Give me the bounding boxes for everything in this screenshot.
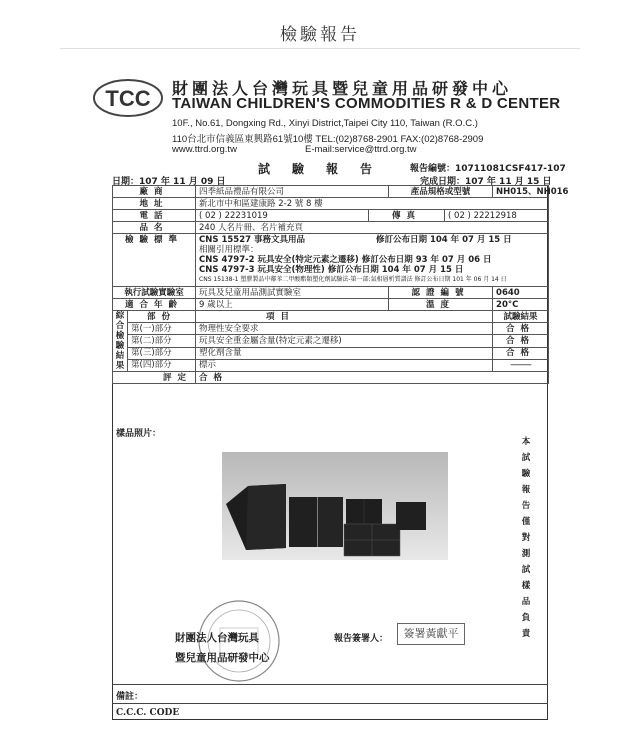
lab-value: 玩具及兒童用品測試實驗室 bbox=[196, 287, 389, 299]
table-row bbox=[113, 222, 549, 234]
standard-line: CNS 15138-1 塑膠製品中鄰苯二甲酸酯類塑化劑試驗法-第一部:氣相層析質譜法 修訂公布日期 101 年 06 月 14 日 bbox=[199, 276, 507, 283]
page-title: 檢驗報告 bbox=[280, 25, 360, 45]
footer-divider bbox=[112, 703, 548, 704]
result-cell: 合格 bbox=[493, 335, 549, 347]
org-address-en: 10F., No.61, Dongxing Rd., Xinyi District,Taipei City 110, Taiwan (R.O.C.) bbox=[172, 118, 478, 129]
part-cell: 第(二)部分 bbox=[128, 335, 196, 347]
item-cell: 標示 bbox=[196, 359, 493, 371]
org-name-zh: 財團法人台灣玩具暨兒童用品研發中心 bbox=[172, 81, 513, 98]
report-signer-label: 報告簽署人： bbox=[334, 634, 389, 644]
report-info-table bbox=[112, 185, 569, 384]
age-label: 適合年齡 bbox=[113, 299, 196, 311]
part-cell: 第(四)部分 bbox=[128, 359, 196, 371]
report-title: 試驗報告 bbox=[258, 162, 395, 176]
org-website-link[interactable]: www.ttrd.org.tw bbox=[172, 144, 237, 155]
disclaimer-vertical: 本試驗報告僅對測試樣品負責 bbox=[521, 437, 531, 639]
table-row bbox=[113, 198, 549, 210]
org-sign-line1: 財團法人台灣玩具 bbox=[175, 632, 259, 644]
cert-value: 0640 bbox=[493, 287, 549, 299]
table-row bbox=[113, 335, 549, 347]
logo-text: TCC bbox=[105, 86, 151, 111]
product-value: 240 人名片冊、名片補充頁 bbox=[196, 222, 549, 234]
table-row bbox=[113, 186, 549, 198]
phone-value: ( 02 ) 22231019 bbox=[196, 210, 369, 222]
table-row bbox=[113, 234, 549, 287]
part-cell: 第(一)部分 bbox=[128, 323, 196, 335]
item-cell: 物理性安全要求 bbox=[196, 323, 493, 335]
manufacturer-label: 廠商 bbox=[113, 186, 196, 198]
standard-line: CNS 4797-2 玩具安全(特定元素之遷移) 修訂公布日期 93 年 07 月 06 日 bbox=[199, 255, 492, 265]
signer-stamp: 簽署黃獻平 bbox=[397, 623, 465, 645]
table-row bbox=[113, 287, 549, 299]
part-cell: 第(三)部分 bbox=[128, 347, 196, 359]
address-label: 地址 bbox=[113, 198, 196, 210]
temp-label: 溫度 bbox=[389, 299, 493, 311]
org-address-contact: 110台北市信義區東興路61號10樓 TEL:(02)8768-2901 FAX:(02)8768-2909 bbox=[172, 134, 484, 145]
org-name-en: TAIWAN CHILDREN'S COMMODITIES R & D CENTER bbox=[172, 95, 561, 112]
table-row bbox=[113, 311, 549, 323]
spec-label: 產品規格或型號 bbox=[389, 186, 493, 198]
title-divider bbox=[60, 48, 580, 49]
table-row bbox=[113, 299, 549, 311]
org-sign-line2: 暨兒童用品研發中心 bbox=[175, 652, 270, 664]
temp-value: 20°C bbox=[493, 299, 549, 311]
ccc-code-label: C.C.C. CODE bbox=[116, 708, 180, 718]
result-header: 試驗結果 bbox=[493, 311, 549, 323]
verdict-value: 合格 bbox=[196, 372, 549, 384]
table-row bbox=[113, 359, 549, 371]
org-email-link[interactable]: E-mail:service@ttrd.org.tw bbox=[305, 144, 417, 155]
item-cell: 塑化劑含量 bbox=[196, 347, 493, 359]
age-value: 9 歲以上 bbox=[196, 299, 389, 311]
standard-label: 檢驗標準 bbox=[113, 234, 196, 287]
item-cell: 玩具安全重金屬含量(特定元素之遷移) bbox=[196, 335, 493, 347]
part-header: 部份 bbox=[128, 311, 196, 323]
remark-label: 備註： bbox=[116, 692, 144, 702]
table-row bbox=[113, 323, 549, 335]
report-date: 日期：107 年 11 月 09 日 bbox=[112, 177, 226, 187]
table-row bbox=[113, 347, 549, 359]
sample-photo-label: 樣品照片： bbox=[116, 429, 162, 439]
result-group-label: 綜合檢驗結果 bbox=[113, 311, 128, 372]
item-header: 項目 bbox=[196, 311, 493, 323]
standard-line: CNS 15527 事務文具用品 修訂公布日期 104 年 07 月 15 日 bbox=[199, 235, 512, 245]
table-row bbox=[113, 210, 549, 222]
result-cell: 合格 bbox=[493, 347, 549, 359]
sample-photo bbox=[222, 452, 448, 560]
report-number: 報告編號：10711081CSF417-107 bbox=[410, 164, 566, 174]
result-cell: ---------- bbox=[493, 359, 549, 371]
standard-line: CNS 4797-3 玩具安全(物理性) 修訂公布日期 104 年 07 月 15 日 bbox=[199, 265, 464, 275]
address-value: 新北市中和區建康路 2-2 號 8 樓 bbox=[196, 198, 549, 210]
verdict-label: 評定 bbox=[113, 372, 196, 384]
cert-label: 認證編號 bbox=[389, 287, 493, 299]
fax-label: 傳真 bbox=[369, 210, 445, 222]
lab-label: 執行試驗實驗室 bbox=[113, 287, 196, 299]
manufacturer-value: 四季紙品禮品有限公司 bbox=[196, 186, 389, 198]
phone-label: 電話 bbox=[113, 210, 196, 222]
spec-value: NH015、NH016 bbox=[493, 186, 549, 198]
product-label: 品名 bbox=[113, 222, 196, 234]
fax-value: ( 02 ) 22212918 bbox=[445, 210, 549, 222]
remark-divider bbox=[112, 684, 548, 685]
result-cell: 合格 bbox=[493, 323, 549, 335]
standard-value bbox=[196, 234, 549, 287]
standard-line: 相關引用標準： bbox=[199, 245, 259, 255]
tcc-logo-icon bbox=[92, 78, 164, 118]
table-row bbox=[113, 372, 549, 384]
completion-date: 完成日期：107 年 11 月 15 日 bbox=[420, 177, 552, 187]
